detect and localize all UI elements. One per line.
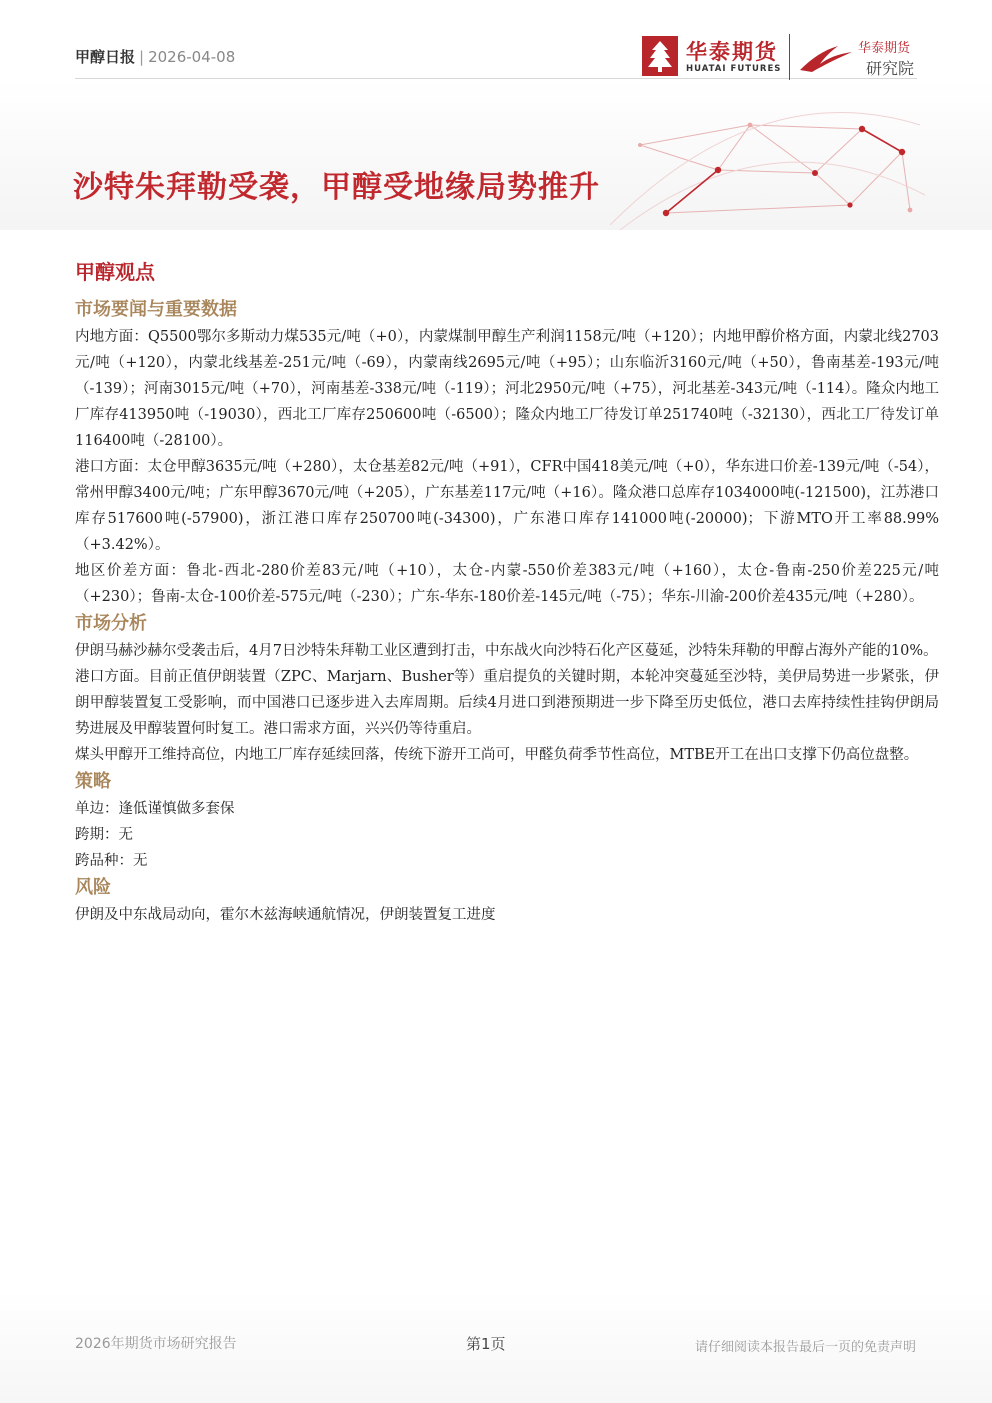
market-news-regional-spread: 地区价差方面：鲁北-西北-280价差83元/吨（+10），太仓-内蒙-550价差383元/吨（+160），太仓-鲁南-250价差225元/吨（+230）；鲁南-太仓-100价差-575元/吨（-230）；广东-华东-180价差-145元/吨（-75）；华东-川渝-200价差435元/吨（+280）。 xyxy=(75,563,939,605)
footer-page-number: 第1页 xyxy=(466,1335,506,1353)
logo-chinese-name: 华泰期货 xyxy=(686,40,778,64)
logo-english-name: HUATAI FUTURES xyxy=(686,64,782,74)
analysis-paragraph-1: 伊朗马赫沙赫尔受袭击后，4月7日沙特朱拜勒工业区遭到打击，中东战火向沙特石化产区蔓延，沙特朱拜勒的甲醇占海外产能的10%。 xyxy=(75,643,938,659)
section-heading-view: 甲醇观点 xyxy=(75,260,155,284)
analysis-paragraph-3: 煤头甲醇开工维持高位，内地工厂库存延续回落，传统下游开工尚可，甲醛负荷季节性高位，MTBE开工在出口支撑下仍高位盘整。 xyxy=(75,747,919,763)
analysis-paragraph-2: 港口方面。目前正值伊朗装置（ZPC、Marjarn、Busher等）重启提负的关键时期，本轮冲突蔓延至沙特，美伊局势进一步紧张，伊朗甲醇装置复工受影响，而中国港口已逐步进入去库周期。后续4月进口到港预期进一步下降至历史低位，港口去库持续性挂钩伊朗局势进展及甲醇装置何时复工。港口需求方面，兴兴仍等待重启。 xyxy=(75,669,939,737)
strategy-single-side: 单边：逢低谨慎做多套保 xyxy=(75,801,235,817)
research-institute-logo xyxy=(798,36,923,80)
institute-bird-icon xyxy=(798,38,854,74)
market-news-inland: 内地方面：Q5500鄂尔多斯动力煤535元/吨（+0），内蒙煤制甲醇生产利润1158元/吨（+120）；内地甲醇价格方面，内蒙北线2703元/吨（+120），内蒙北线基差-251元/吨（-69），内蒙南线2695元/吨（+95）；山东临沂3160元/吨（+50），鲁南基差-193元/吨（-139）；河南3015元/吨（+70），河南基差-338元/吨（-119）；河北2950元/吨（+75），河北基差-343元/吨（-114）。隆众内地工厂库存413950吨（-19030），西北工厂库存250600吨（-6500）；隆众内地工厂待发订单251740吨（-32130），西北工厂待发订单116400吨（-28100）。 xyxy=(75,329,939,449)
huatai-futures-logo xyxy=(642,36,782,80)
report-body xyxy=(75,258,939,928)
section-heading-strategy: 策略 xyxy=(75,771,111,792)
header-separator: | xyxy=(139,48,145,66)
strategy-cross-variety: 跨品种：无 xyxy=(75,853,148,869)
decorative-network-graphic xyxy=(600,85,930,230)
institute-name-line2: 研究院 xyxy=(866,59,915,78)
report-title: 沙特朱拜勒受袭，甲醇受地缘局势推升 xyxy=(73,170,600,205)
strategy-calendar: 跨期：无 xyxy=(75,827,133,843)
section-heading-risk: 风险 xyxy=(75,877,111,898)
risk-text: 伊朗及中东战局动向，霍尔木兹海峡通航情况，伊朗装置复工进度 xyxy=(75,907,496,923)
report-kind-text: 甲醇日报 xyxy=(75,48,136,66)
section-heading-analysis: 市场分析 xyxy=(75,613,147,634)
header-rule xyxy=(75,78,917,79)
report-date: 2026-04-08 xyxy=(148,48,236,66)
logo-divider xyxy=(789,34,790,80)
institute-name-line1: 华泰期货 xyxy=(858,41,911,56)
market-news-port: 港口方面：太仓甲醇3635元/吨（+280），太仓基差82元/吨（+91），CFR中国418美元/吨（+0），华东进口价差-139元/吨（-54），常州甲醇3400元/吨；广东甲醇3670元/吨（+205），广东基差117元/吨（+16）。隆众港口总库存1034000吨(-121500)，江苏港口库存517600吨(-57900)，浙江港口库存250700吨(-34300)，广东港口库存141000吨(-20000)；下游MTO开工率88.99%（+3.42%）。 xyxy=(75,459,939,553)
huatai-logo-icon xyxy=(642,36,678,76)
footer-report-series: 2026年期货市场研究报告 xyxy=(75,1336,237,1352)
report-kind-label xyxy=(75,46,235,67)
footer-disclaimer-note: 请仔细阅读本报告最后一页的免责声明 xyxy=(694,1340,916,1355)
section-heading-market-news: 市场要闻与重要数据 xyxy=(75,299,237,320)
